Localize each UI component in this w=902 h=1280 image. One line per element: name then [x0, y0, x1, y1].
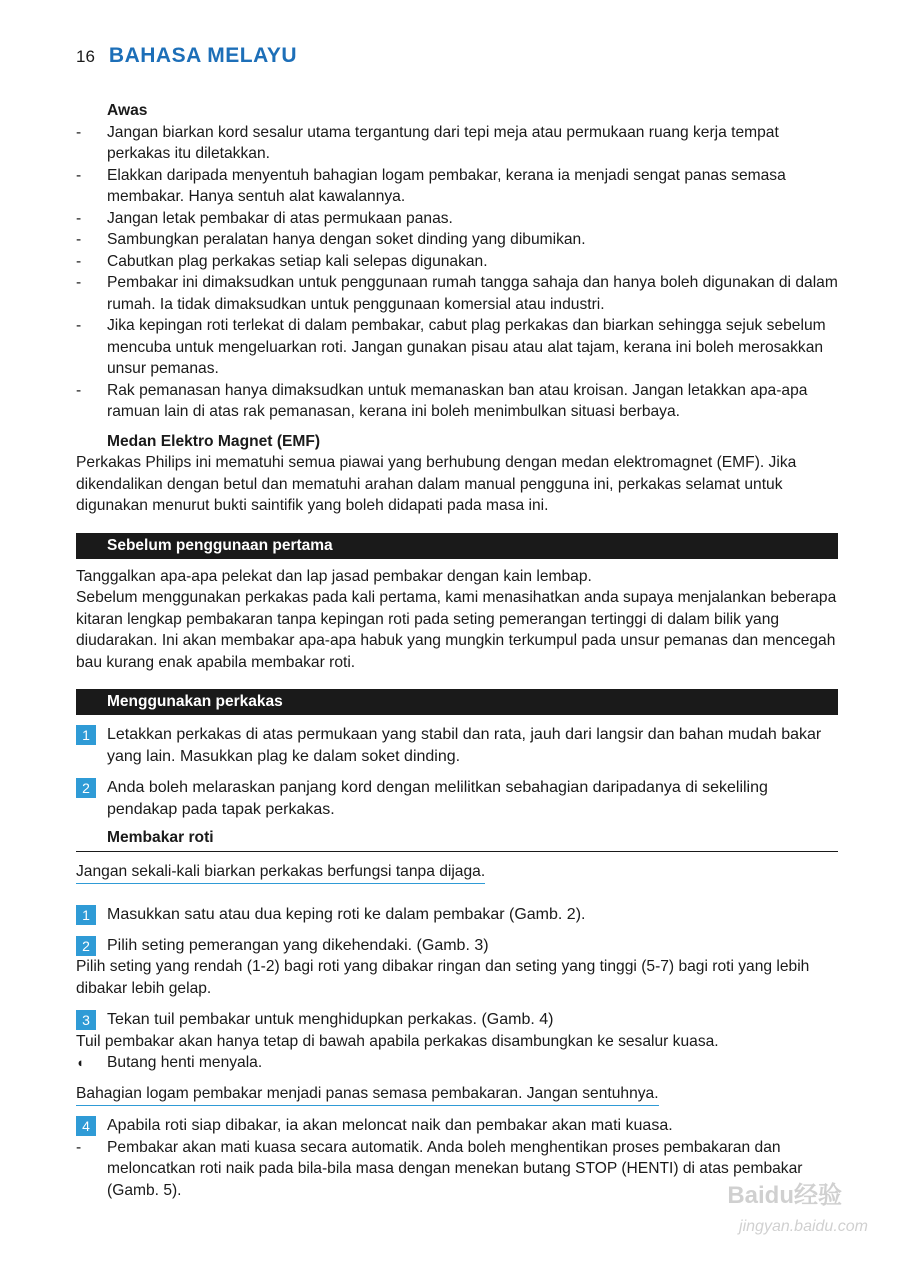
step-item: 1 Masukkan satu atau dua keping roti ke dalam pembakar (Gamb. 2).	[76, 904, 838, 926]
toasting-warning-1: Jangan sekali-kali biarkan perkakas berfungsi tanpa dijaga.	[76, 861, 485, 885]
section-bar-before-first-use: Sebelum penggunaan pertama	[76, 533, 838, 559]
emf-heading: Medan Elektro Magnet (EMF)	[107, 432, 321, 450]
emf-text: Perkakas Philips ini mematuhi semua piawai yang berhubung dengan medan elektromagnet (EMF). Jika dikendalikan dengan betul dan mematuhi arahan dalam manual pengguna ini, perkakas selamat untuk digunakan menurut bukti saintifik yang boleh didapati pada masa ini.	[76, 454, 797, 514]
step-item: 4 Apabila roti siap dibakar, ia akan meloncat naik dan pembakar akan mati kuasa.	[76, 1115, 838, 1137]
page-content	[76, 100, 838, 1201]
first-use-para-1: Tanggalkan apa-apa pelekat dan lap jasad pembakar dengan kain lembap.	[76, 567, 592, 585]
step-number: 4	[76, 1116, 96, 1136]
step-number: 1	[76, 905, 96, 925]
list-item: ◖ Butang henti menyala.	[76, 1052, 838, 1074]
list-item: - Jangan letak pembakar di atas permukaan panas.	[76, 209, 453, 227]
first-use-para-2: Sebelum menggunakan perkakas pada kali pertama, kami menasihatkan anda supaya menjalankan beberapa kitaran lengkap pembakaran tanpa kepingan roti pada seting pemerangan tertinggi di dalam bilik yang diudarakan. Ini akan membakar apa-apa habuk yang mungkin terkumpul pada unsur pemanas dan mencegah bau kurang enak apabila membakar roti.	[76, 589, 837, 671]
warning-list	[76, 122, 838, 423]
watermark-logo: Baidu经验	[727, 1182, 842, 1209]
list-item: - Pembakar ini dimaksudkan untuk penggunaan rumah tangga sahaja dan hanya boleh digunakan di dalam rumah. Ia tidak dimaksudkan untuk penggunaan komersial atau industri.	[76, 274, 838, 313]
list-item: - Rak pemanasan hanya dimaksudkan untuk memanaskan ban atau kroisan. Jangan letakkan apa-apa ramuan lain di atas rak pemanasan, kerana ini boleh menimbulkan situasi berbaya.	[76, 381, 808, 420]
list-item: - Elakkan daripada menyentuh bahagian logam pembakar, kerana ia menjadi sengat panas semasa membakar. Hanya sentuh alat kawalannya.	[76, 166, 786, 205]
toasting-warning-2: Bahagian logam pembakar menjadi panas semasa pembakaran. Jangan sentuhnya.	[76, 1083, 659, 1107]
list-item: - Sambungkan peralatan hanya dengan soket dinding yang dibumikan.	[76, 231, 586, 248]
warning-heading: Awas	[107, 102, 148, 119]
step-item: 1 Letakkan perkakas di atas permukaan yang stabil dan rata, jauh dari langsir dan bahan mudah bakar yang lain. Masukkan plag ke dalam soket dinding.	[76, 724, 838, 767]
step-number: 3	[76, 1010, 96, 1030]
page-header	[76, 44, 297, 68]
toasting-heading: Membakar roti	[76, 827, 838, 852]
step-item: 2 Anda boleh melaraskan panjang kord dengan melilitkan sebahagian daripadanya di sekeliling pendakap pada tapak perkakas.	[76, 777, 838, 820]
step2-note: Pilih seting yang rendah (1-2) bagi roti yang dibakar ringan dan seting yang tinggi (5-7) bagi roti yang lebih dibakar lebih gelap.	[76, 958, 810, 997]
watermark-url: jingyan.baidu.com	[739, 1218, 868, 1235]
language-heading: BAHASA MELAYU	[108, 44, 298, 67]
section-bar-using-appliance: Menggunakan perkakas	[76, 689, 838, 715]
step-number: 2	[76, 936, 96, 956]
step-number: 1	[76, 725, 96, 745]
list-item: - Cabutkan plag perkakas setiap kali selepas digunakan.	[76, 252, 488, 270]
page-number: 16	[76, 47, 95, 66]
list-item: - Jangan biarkan kord sesalur utama tergantung dari tepi meja atau permukaan ruang kerja tempat perkakas itu diletakkan.	[76, 123, 779, 162]
step3-note: Tuil pembakar akan hanya tetap di bawah apabila perkakas disambungkan ke sesalur kuasa.	[76, 1032, 719, 1050]
list-item: - Pembakar akan mati kuasa secara automatik. Anda boleh menghentikan proses pembakaran dan meloncatkan roti naik pada bila-bila masa dengan menekan butang STOP (HENTI) di atas pembakar (Gamb. 5).	[76, 1138, 803, 1199]
step-item: 3 Tekan tuil pembakar untuk menghidupkan perkakas. (Gamb. 4)	[76, 1009, 838, 1031]
step-number: 2	[76, 778, 96, 798]
step-item: 2 Pilih seting pemerangan yang dikehendaki. (Gamb. 3)	[76, 935, 838, 957]
bullet-icon: ◖	[76, 1055, 84, 1070]
list-item: - Jika kepingan roti terlekat di dalam pembakar, cabut plag perkakas dan biarkan sehingga sejuk sebelum mencuba untuk mengeluarkan roti. Jangan gunakan pisau atau alat tajam, kerana ini boleh merosakkan unsur pemanas.	[76, 317, 826, 377]
